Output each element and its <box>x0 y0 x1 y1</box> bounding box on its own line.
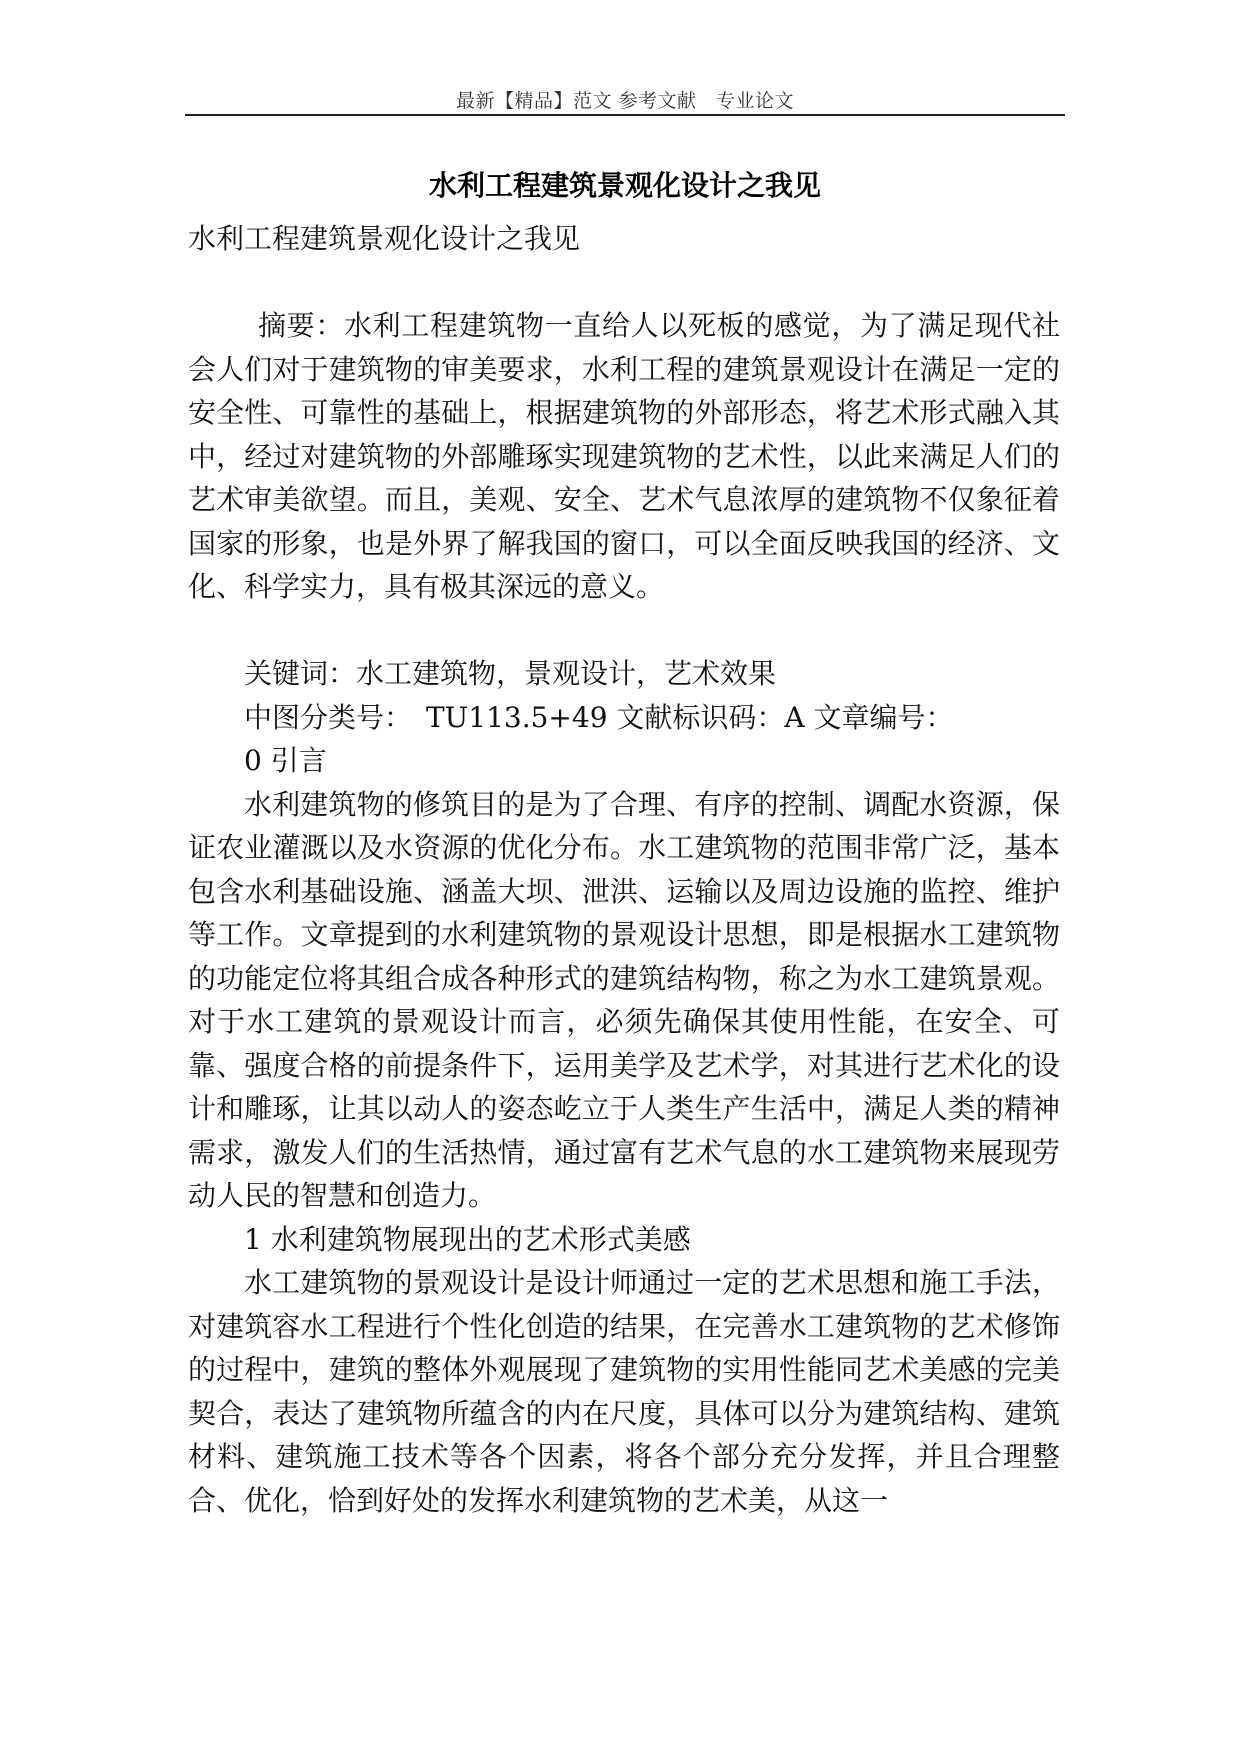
header-rule <box>185 114 1065 116</box>
introduction-paragraph: 水利建筑物的修筑目的是为了合理、有序的控制、调配水资源，保证农业灌溉以及水资源的优化分布。水工建筑物的范围非常广泛，基本包含水利基础设施、涵盖大坝、泄洪、运输以及周边设施的监控、维护等工作。文章提到的水利建筑物的景观设计思想，即是根据水工建筑物的功能定位将其组合成各种形式的建筑结构物，称之为水工建筑景观。对于水工建筑的景观设计而言，必须先确保其使用性能，在安全、可靠、强度合格的前提条件下，运用美学及艺术学，对其进行艺术化的设计和雕琢，让其以动人的姿态屹立于人类生产生活中，满足人类的精神需求，激发人们的生活热情，通过富有艺术气息的水工建筑物来展现劳动人民的智慧和创造力。 <box>188 787 1060 1212</box>
spacer <box>188 261 1060 305</box>
document-body <box>188 217 1060 1522</box>
abstract-paragraph: 摘要：水利工程建筑物一直给人以死板的感觉，为了满足现代社会人们对于建筑物的审美要求，水利工程的建筑景观设计在满足一定的安全性、可靠性的基础上，根据建筑物的外部形态，将艺术形式融入其中，经过对建筑物的外部雕琢实现建筑物的艺术性，以此来满足人们的艺术审美欲望。而且，美观、安全、艺术气息浓厚的建筑物不仅象征着国家的形象，也是外界了解我国的窗口，可以全面反映我国的经济、文化、科学实力，具有极其深远的意义。 <box>188 309 1060 603</box>
document-title: 水利工程建筑景观化设计之我见 <box>428 169 821 202</box>
subtitle: 水利工程建筑景观化设计之我见 <box>188 222 581 255</box>
section-heading-1: 1 水利建筑物展现出的艺术形式美感 <box>244 1222 691 1256</box>
spacer <box>188 609 1060 653</box>
keywords-line: 关键词：水工建筑物，景观设计，艺术效果 <box>244 657 777 690</box>
classification-line: 中图分类号： TU113.5+49 文献标识码：A 文章编号： <box>244 700 954 734</box>
section-1-paragraph: 水工建筑物的景观设计是设计师通过一定的艺术思想和施工手法，对建筑容水工程进行个性化创造的结果，在完善水工建筑物的艺术修饰的过程中，建筑的整体外观展现了建筑物的实用性能同艺术美感的完美契合，表达了建筑物所蕴含的内在尺度，具体可以分为建筑结构、建筑材料、建筑施工技术等各个因素，将各个部分充分发挥，并且合理整合、优化，恰到好处的发挥水利建筑物的艺术美，从这一 <box>188 1266 1060 1517</box>
running-header: 最新【精品】范文 参考文献 专业论文 <box>455 90 795 112</box>
section-heading-introduction: 0 引言 <box>244 744 327 777</box>
